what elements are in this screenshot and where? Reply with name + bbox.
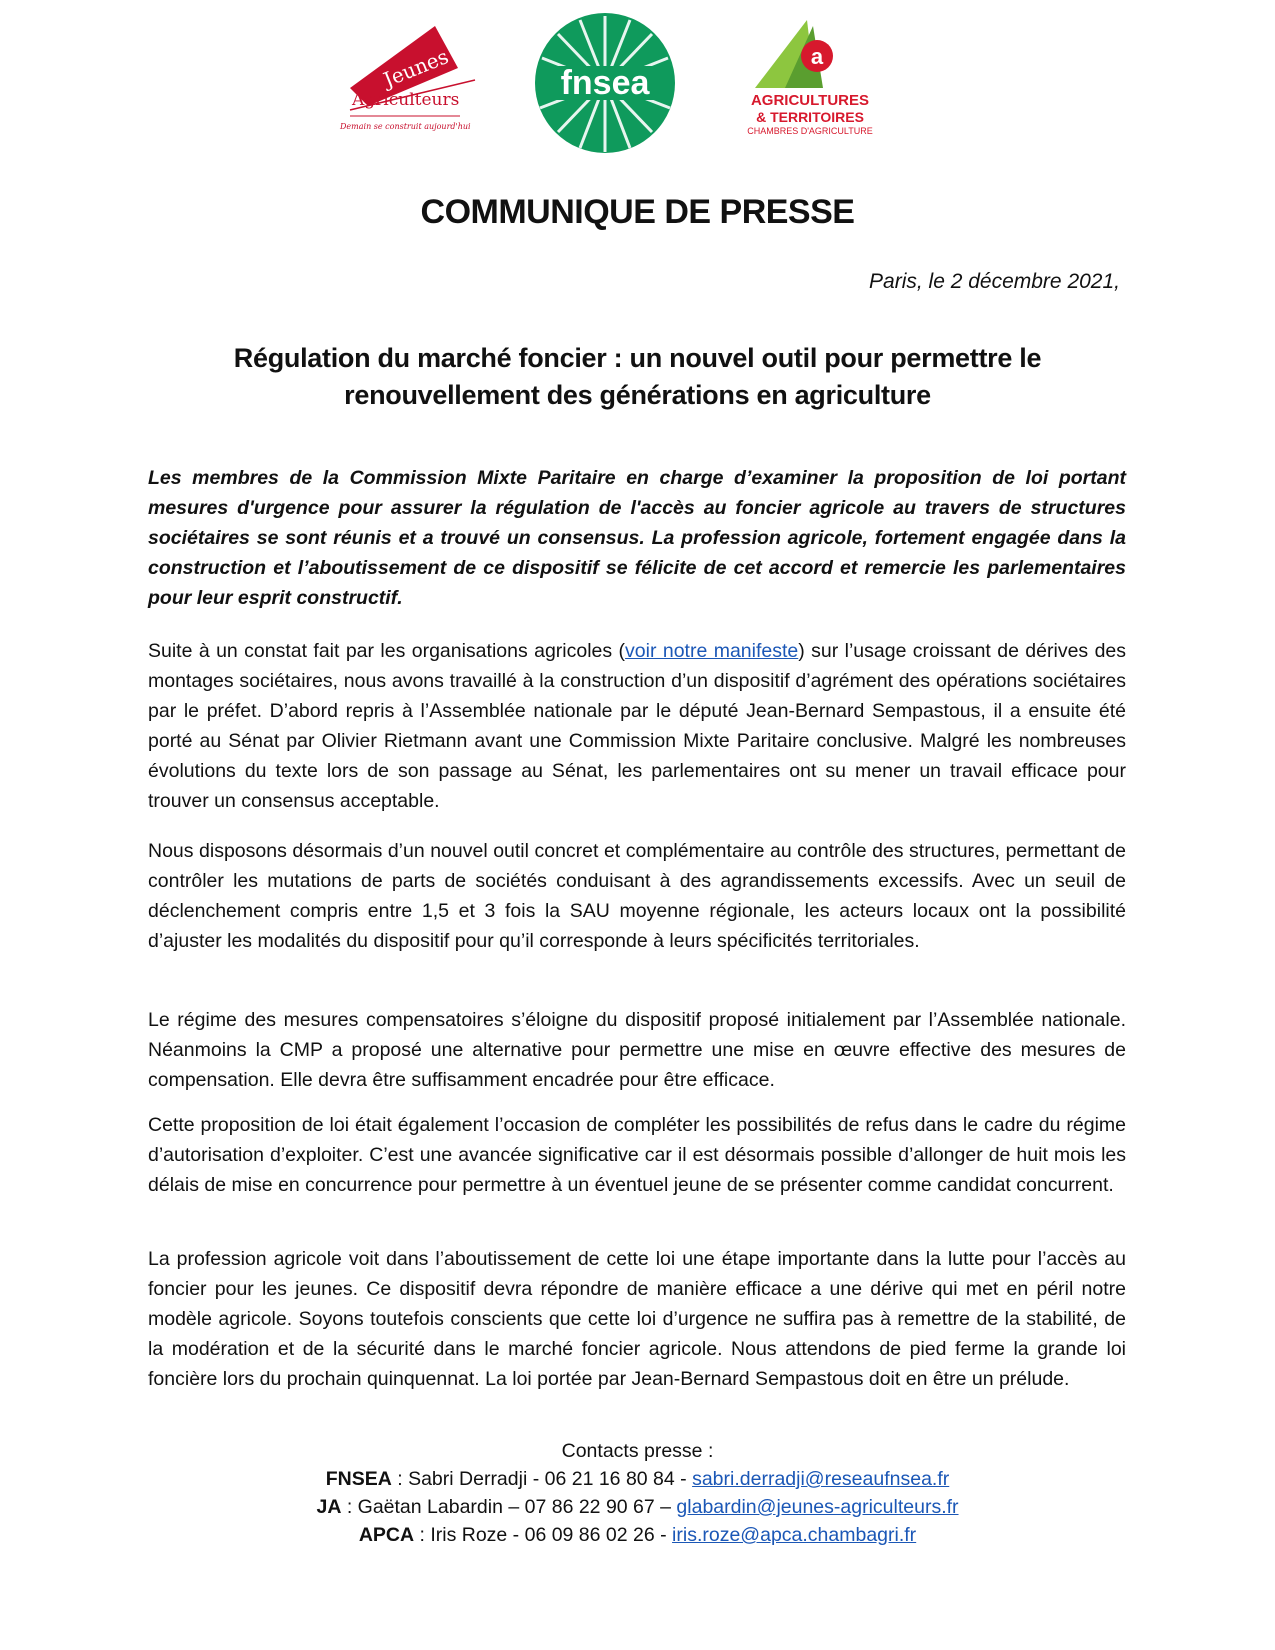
document-title: COMMUNIQUE DE PRESSE — [420, 193, 855, 231]
paragraph-1 — [148, 636, 1126, 816]
contact-apca-details: : Iris Roze - 06 09 86 02 26 - — [414, 1524, 673, 1546]
apca-logo-line2: & TERRITOIRES — [756, 109, 864, 125]
paragraph-1-start: Suite à un constat fait par les organisations agricoles ( — [148, 640, 626, 662]
jeunes-agriculteurs-logo — [340, 18, 490, 143]
svg-text:a: a — [810, 44, 824, 69]
fnsea-logo — [530, 8, 680, 158]
fnsea-logo-shape — [530, 8, 680, 158]
ja-logo-line2: Agriculteurs — [352, 90, 460, 110]
contact-fnsea-email[interactable]: sabri.derradji@reseaufnsea.fr — [692, 1468, 950, 1490]
press-contacts — [0, 1437, 1275, 1549]
paragraph-1-end: ) sur l’usage croissant de dérives des montages sociétaires, nous avons travaillé à la construction d’un dispositif d’agrément des opérations sociétaires par le préfet. D’abord repris à l’Assemblée nationale par le député Jean-Bernard Sempastous, il a ensuite été porté au Sénat par Olivier Rietmann avant une Commission Mixte Paritaire conclusive. Malgré les nombreuses évolutions du texte lors de son passage au Sénat, les parlementaires ont su mener un travail efficace pour trouver un consensus acceptable. — [148, 640, 1127, 812]
apca-logo-shape — [745, 18, 875, 93]
headline-line1: Régulation du marché foncier : un nouvel outil pour permettre le — [233, 343, 1042, 373]
apca-logo-line1: AGRICULTURES — [750, 92, 870, 109]
manifesto-link[interactable]: voir notre manifeste — [625, 640, 799, 662]
paragraph-4: Cette proposition de loi était également l’occasion de compléter les possibilités de refus dans le cadre du régime d’autorisation d’exploiter. C’est une avancée significative car il est désormais possible d’allonger de huit mois les délais de mise en concurrence pour permettre à un éventuel jeune de se présenter comme candidat concurrent. — [148, 1114, 1126, 1196]
paragraph-2: Nous disposons désormais d’un nouvel outil concret et complémentaire au contrôle des structures, permettant de contrôler les mutations de parts de sociétés conduisant à des agrandissements excessifs. Avec un seuil de déclenchement compris entre 1,5 et 3 fois la SAU moyenne régionale, les acteurs locaux ont la possibilité d’ajuster les modalités du dispositif pour qu’il corresponde à leurs spécificités territoriales. — [148, 840, 1126, 952]
contact-fnsea-org: FNSEA — [325, 1468, 392, 1490]
contact-ja-org: JA — [316, 1496, 342, 1518]
paragraph-5: La profession agricole voit dans l’aboutissement de cette loi une étape importante dans la lutte pour l’accès au foncier pour les jeunes. Ce dispositif devra répondre de manière efficace a une dérive qui met en péril notre modèle agricole. Soyons toutefois conscients que cette loi d’urgence ne suffira pas à remettre de la stabilité, de la modération et de la sécurité dans le marché foncier agricole. Nous attendons de pied ferme la grande loi foncière lors du prochain quinquennat. La loi portée par Jean-Bernard Sempastous doit en être un prélude. — [148, 1248, 1126, 1390]
contact-ja — [0, 1493, 1275, 1521]
ja-logo-line1: Jeunes — [379, 44, 452, 92]
ja-logo-tagline: Demain se construit aujourd'hui — [340, 122, 471, 131]
contact-fnsea — [0, 1465, 1275, 1493]
contact-ja-email[interactable]: glabardin@jeunes-agriculteurs.fr — [676, 1496, 959, 1518]
contact-fnsea-details: : Sabri Derradji - 06 21 16 80 84 - — [391, 1468, 693, 1490]
contact-ja-details: : Gaëtan Labardin – 07 86 22 90 67 – — [341, 1496, 677, 1518]
dateline: Paris, le 2 décembre 2021, — [869, 270, 1120, 293]
contact-apca-org: APCA — [358, 1524, 415, 1546]
fnsea-logo-text: fnsea — [560, 64, 650, 102]
headline — [140, 340, 1135, 414]
contacts-heading: Contacts presse : — [561, 1440, 714, 1462]
headline-line2: renouvellement des générations en agriculture — [344, 380, 931, 410]
chambres-agriculture-logo — [745, 18, 875, 143]
contact-apca — [0, 1521, 1275, 1549]
contact-apca-email[interactable]: iris.roze@apca.chambagri.fr — [672, 1524, 917, 1546]
apca-logo-line3: CHAMBRES D'AGRICULTURE — [747, 126, 873, 136]
lead-paragraph: Les membres de la Commission Mixte Paritaire en charge d’examiner la proposition de loi portant mesures d'urgence pour assurer la régulation de l'accès au foncier agricole au travers de structures sociétaires se sont réunis et a trouvé un consensus. La profession agricole, fortement engagée dans la construction et l’aboutissement de ce dispositif se félicite de cet accord et remercie les parlementaires pour leur esprit constructif. — [148, 467, 1126, 609]
paragraph-3: Le régime des mesures compensatoires s’éloigne du dispositif proposé initialement par l’Assemblée nationale. Néanmoins la CMP a proposé une alternative pour permettre une mise en œuvre effective des mesures de compensation. Elle devra être suffisamment encadrée pour être efficace. — [148, 1009, 1126, 1091]
